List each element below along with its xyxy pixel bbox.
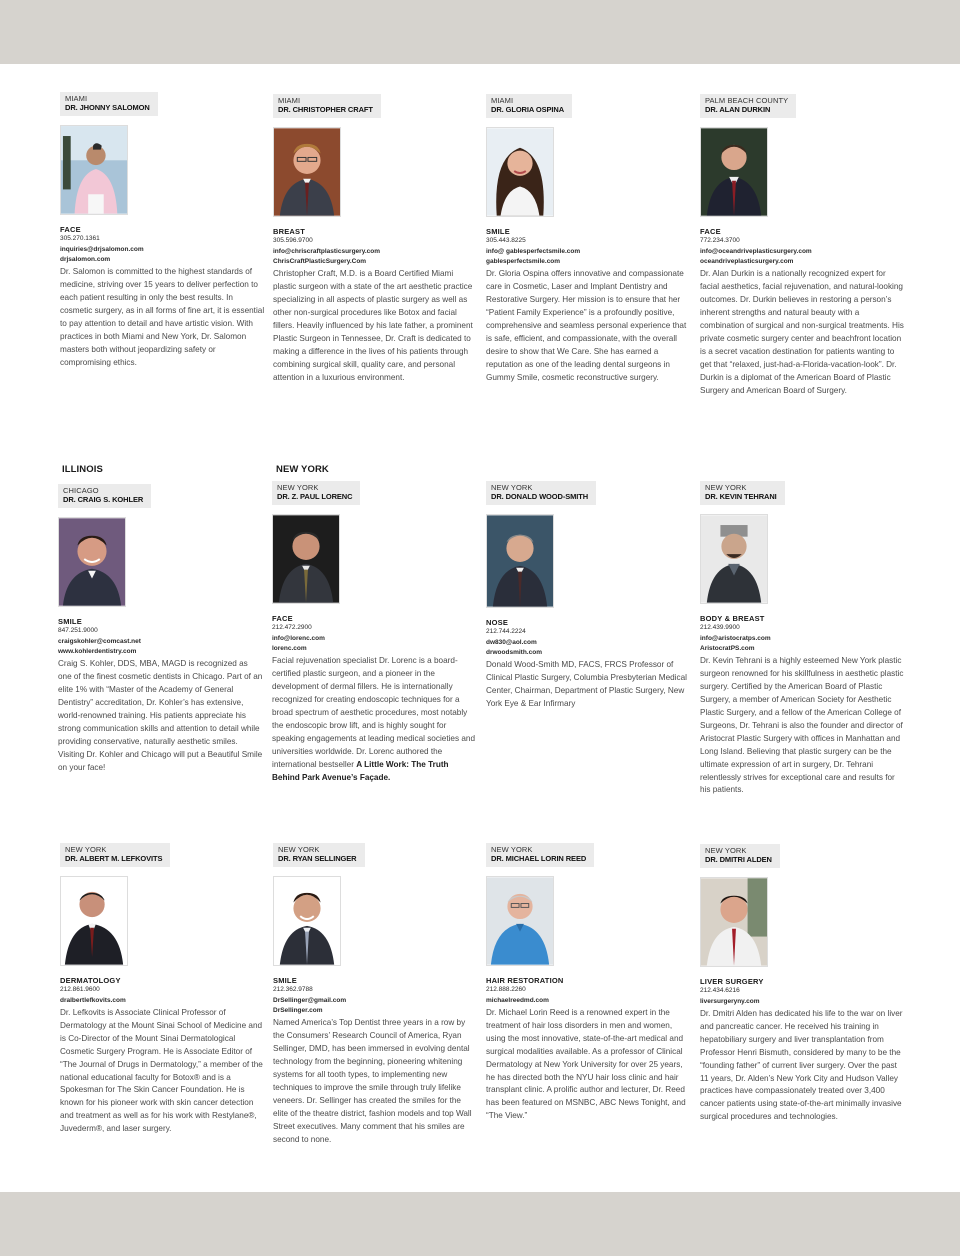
doctor-card: [486, 94, 691, 385]
doctor-photo: [486, 514, 554, 608]
doctor-website[interactable]: gablesperfectsmile.com: [486, 258, 561, 266]
doctor-name: DR. DMITRI ALDEN: [705, 854, 772, 864]
doctor-email[interactable]: info@lorenc.com: [272, 634, 325, 642]
doctor-specialty: BODY & BREAST: [700, 614, 765, 624]
doctor-email[interactable]: info@aristocratps.com: [700, 634, 771, 642]
section-heading-illinois: ILLINOIS: [62, 464, 103, 475]
doctor-card: [486, 843, 691, 1123]
doctor-phone: 212.472.2900: [272, 624, 312, 632]
doctor-bio: Dr. Gloria Ospina offers innovative and compassionate care in Cosmetic, Laser and Implant Dentistry and Restorative Surgery. Her mission is to ensure that her “Patient Family Experience” is a profoundly positive, comprehensive and seamless personal experience that is safe, efficient, and compassionate, with the overall desire to show that We Care. She has earned a reputation as one of the leading dental surgeons in Gummy Smile, cosmetic reconstructive surgery.: [486, 269, 687, 382]
doctor-phone: 305.596.9700: [273, 237, 313, 245]
doctor-bio-text: Facial rejuvenation specialist Dr. Lorenc is a board-certified plastic surgeon, and a pioneer in the development of dermal fillers. He is internationally recognized for creating endoscopic techniques for a broad spectrum of aesthetic procedures, most notably the endoscopic brow lift, and is highly sought for speaking engagements at leading medical societies and universities worldwide. Dr. Lorenc authored the international bestseller: [272, 656, 476, 769]
doctor-card: [60, 843, 265, 1136]
doctor-label: [700, 94, 796, 118]
doctor-card: [272, 481, 477, 784]
doctor-email[interactable]: inquiries@drjsalomon.com: [60, 245, 144, 253]
doctor-email[interactable]: dw830@aol.com: [486, 638, 537, 646]
doctor-city: NEW YORK: [491, 845, 533, 854]
doctor-city: PALM BEACH COUNTY: [705, 96, 789, 105]
doctor-name: DR. CHRISTOPHER CRAFT: [278, 104, 373, 114]
doctor-bio: Dr. Salomon is committed to the highest standards of medicine, striving over 15 years to deliver perfection to each patient resulting in only the best results. In cosmetic surgery, as in all forms of fine art, it is essential to pay attention to detail and have artistic vision. With practices in both Miami and New York, Dr. Salomon masters both without jeopardizing safety or compromising ethics.: [60, 267, 265, 367]
doctor-email[interactable]: DrSellinger@gmail.com: [273, 996, 347, 1004]
doctor-photo: [272, 514, 340, 604]
doctor-label: [486, 94, 572, 118]
doctor-photo: [486, 876, 554, 966]
doctor-name: DR. ALAN DURKIN: [705, 104, 771, 114]
doctor-card: [60, 92, 265, 370]
doctor-website[interactable]: oceandriveplasticsurgery.com: [700, 258, 794, 266]
doctor-bio: Dr. Dmitri Alden has dedicated his life to the war on liver and pancreatic cancer. He received his training in hepatobiliary surgery and liver transplantation from Professor Henri Bismuth, considered by many to be the “founding father” of current liver surgery. Over the past 11 years, Dr. Alden’s New York City and Hudson Valley practices have compassionately treated over 3,400 cancer patients using state-of-the-art minimally invasive surgical procedures and technologies.: [700, 1009, 903, 1122]
doctor-specialty: SMILE: [58, 617, 82, 627]
doctor-photo: [700, 514, 768, 604]
doctor-name: DR. ALBERT M. LEFKOVITS: [65, 853, 163, 863]
doctor-website[interactable]: ChrisCraftPlasticSurgery.Com: [273, 258, 367, 266]
doctor-specialty: FACE: [272, 614, 293, 624]
doctor-name: DR. MICHAEL LORIN REED: [491, 853, 587, 863]
doctor-bio: Dr. Lefkovits is Associate Clinical Professor of Dermatology at the Mount Sinai School of Medicine and is Co-Director of the Mount Sinai Dermatological Cosmetic Surgery Program. He is Associate Editor of “The Journal of Drugs in Dermatology,” a member of the national educational faculty for Botox® and is a Spokesman for The Skin Cancer Foundation. He is known for his pioneer work with skin cancer detection and treatment as well as for his work with Restylane®, Juvederm®, and laser surgery.: [60, 1008, 263, 1134]
doctor-phone: 212.434.6216: [700, 987, 740, 995]
doctor-specialty: BREAST: [273, 227, 306, 237]
doctor-photo: [58, 517, 126, 607]
doctor-phone: 305.443.8225: [486, 237, 526, 245]
top-band: [0, 0, 960, 64]
doctor-label: [700, 844, 780, 868]
doctor-bio-book-title: A Little Work: The Truth Behind Park Avenue’s Façade.: [272, 759, 449, 782]
doctor-city: NEW YORK: [705, 846, 747, 855]
doctor-email[interactable]: michaelreedmd.com: [486, 996, 549, 1004]
doctor-specialty: NOSE: [486, 618, 509, 628]
doctor-website[interactable]: DrSellinger.com: [273, 1007, 323, 1015]
section-heading-new-york: NEW YORK: [276, 464, 329, 475]
bottom-band: [0, 1192, 960, 1256]
doctor-name: DR. RYAN SELLINGER: [278, 853, 357, 863]
doctor-website[interactable]: drjsalomon.com: [60, 256, 111, 264]
doctor-email[interactable]: dralbertlefkovits.com: [60, 996, 126, 1004]
doctor-photo: [486, 127, 554, 217]
doctor-name: DR. JHONNY SALOMON: [65, 102, 150, 112]
doctor-card: [486, 481, 691, 711]
doctor-website[interactable]: AristocratPS.com: [700, 645, 755, 653]
doctor-email[interactable]: info@chriscraftplasticsurgery.com: [273, 247, 380, 255]
doctor-bio: Donald Wood-Smith MD, FACS, FRCS Professor of Clinical Plastic Surgery, Columbia Presbyterian Medical Center, Chairman, Department of Plastic Surgery, New York Eye & Ear Infirmary: [486, 660, 687, 709]
doctor-specialty: SMILE: [273, 976, 297, 986]
doctor-phone: 212.861.9600: [60, 986, 100, 994]
doctor-label: [273, 94, 381, 118]
doctor-card: [700, 844, 905, 1124]
doctor-label: [60, 92, 158, 116]
doctor-phone: 212.744.2224: [486, 628, 526, 636]
doctor-label: [700, 481, 785, 505]
doctor-city: MIAMI: [65, 94, 88, 103]
doctor-email[interactable]: info@ gablesperfectsmile.com: [486, 247, 581, 255]
doctor-name: DR. GLORIA OSPINA: [491, 104, 565, 114]
doctor-card: [700, 481, 905, 797]
doctor-specialty: FACE: [60, 225, 81, 235]
doctor-city: NEW YORK: [705, 483, 747, 492]
doctor-bio: Dr. Kevin Tehrani is a highly esteemed New York plastic surgeon renowned for his skillfulness in aesthetic plastic surgery. Certified by the American Board of Plastic Surgery, a member of American Society for Aesthetic Plastic Surgery, and a fellow of the American College of Surgeons, Dr. Tehrani is also the founder and director of Aristocrat Plastic Surgery with offices in Manhattan and Long Island. Believing that plastic surgery can be the ultimate expression of art in surgery, Dr. Tehrani relentlessly strives for exceptional care and results for his patients.: [700, 656, 904, 795]
doctor-phone: 847.251.9000: [58, 627, 98, 635]
doctor-phone: 212.439.9900: [700, 624, 740, 632]
doctor-phone: 212.888.2260: [486, 986, 526, 994]
doctor-bio: Dr. Alan Durkin is a nationally recognized expert for facial aesthetics, facial rejuvenation, and natural-looking outcomes. Dr. Durkin believes in restoring a person’s inherent strengths and natural beauty with a combination of surgical and non-surgical treatments. His private cosmetic surgery center and beachfront location is a secret vacation destination for patients wanting to get that “relaxed, just-had-a-Florida-vacation-look”. Dr. Durkin is a diplomat of the American Board of Plastic Surgery and American Board of Surgery.: [700, 269, 904, 395]
doctor-website[interactable]: drwoodsmith.com: [486, 649, 542, 657]
doctor-specialty: DERMATOLOGY: [60, 976, 121, 986]
doctor-email[interactable]: info@oceandriveplasticsurgery.com: [700, 247, 812, 255]
doctor-specialty: SMILE: [486, 227, 510, 237]
doctor-phone: 212.362.9788: [273, 986, 313, 994]
doctor-phone: 772.234.3700: [700, 237, 740, 245]
doctor-bio: Dr. Michael Lorin Reed is a renowned expert in the treatment of hair loss disorders in men and women, using the most innovative, state-of-the-art medical and surgical modalities available. As a professor of Clinical Dermatology at New York University for over 25 years, he has directed both the NYU hair loss clinic and hair transplant clinic. A prolific author and lecturer, Dr. Reed has been featured on MSNBC, ABC News Tonight, and “The View.”: [486, 1008, 686, 1121]
doctor-email[interactable]: craigskohler@comcast.net: [58, 637, 141, 645]
doctor-card: [273, 843, 478, 1146]
doctor-website[interactable]: www.kohlerdentistry.com: [58, 648, 137, 656]
doctor-photo: [273, 127, 341, 217]
doctor-label: [273, 843, 365, 867]
doctor-photo: [60, 125, 128, 215]
doctor-city: NEW YORK: [278, 845, 320, 854]
doctor-card: [700, 94, 905, 397]
doctor-name: DR. KEVIN TEHRANI: [705, 491, 777, 501]
doctor-card: [58, 484, 263, 775]
doctor-card: [273, 94, 478, 385]
doctor-label: [58, 484, 151, 508]
doctor-city: NEW YORK: [65, 845, 107, 854]
doctor-city: MIAMI: [278, 96, 301, 105]
doctor-name: DR. Z. PAUL LORENC: [277, 491, 353, 501]
doctor-specialty: LIVER SURGERY: [700, 977, 764, 987]
doctor-photo: [60, 876, 128, 966]
doctor-label: [60, 843, 170, 867]
doctor-label: [272, 481, 360, 505]
doctor-specialty: HAIR RESTORATION: [486, 976, 564, 986]
doctor-photo: [700, 877, 768, 967]
doctor-photo: [273, 876, 341, 966]
doctor-bio: [272, 655, 477, 784]
doctor-bio: Christopher Craft, M.D. is a Board Certified Miami plastic surgeon with a state of the art aesthetic practice specializing in all aspects of plastic surgery as well as other non-surgical procedures like Botox and facial fillers. Heavily influenced by his late father, a prominent Plastic Surgeon in Tennessee, Dr. Craft is dedicated to making a difference in the lives of his patients through combining surgical skill, quality care, and personal attention in a luxurious environment.: [273, 269, 473, 382]
doctor-specialty: FACE: [700, 227, 721, 237]
doctor-city: CHICAGO: [63, 486, 99, 495]
doctor-label: [486, 481, 596, 505]
doctor-label: [486, 843, 594, 867]
doctor-bio: Named America’s Top Dentist three years in a row by the Consumers’ Research Council of America, Ryan Sellinger, DMD, has been immersed in evolving dental technology from the beginning, pioneering whitening systems for all tooth types, to implementing new techniques to improve the smile through truly lifelike veneers. Dr. Sellinger has created the smiles for the elite of the theatre district, fashion models and top Wall Street executives. Many comment that his smiles are second to none.: [273, 1018, 472, 1144]
doctor-name: DR. CRAIG S. KOHLER: [63, 494, 144, 504]
doctor-name: DR. DONALD WOOD-SMITH: [491, 491, 589, 501]
doctor-email[interactable]: liversurgeryny.com: [700, 997, 760, 1005]
doctor-phone: 305.270.1361: [60, 235, 100, 243]
doctor-city: NEW YORK: [491, 483, 533, 492]
doctor-city: NEW YORK: [277, 483, 319, 492]
doctor-photo: [700, 127, 768, 217]
doctor-city: MIAMI: [491, 96, 514, 105]
doctor-bio: Craig S. Kohler, DDS, MBA, MAGD is recognized as one of the finest cosmetic dentists in Chicago. Part of an elite 1% with “Master of the Academy of General Dentistry” accreditation, Dr. Kohler’s has extensive, world-renowned training. His patients appreciate his strong communication skills and attention to detail while providing conservative, naturally aesthetic smiles. Visiting Dr. Kohler and Chicago will put a Beautiful Smile on your face!: [58, 659, 263, 772]
doctor-website[interactable]: lorenc.com: [272, 645, 307, 653]
